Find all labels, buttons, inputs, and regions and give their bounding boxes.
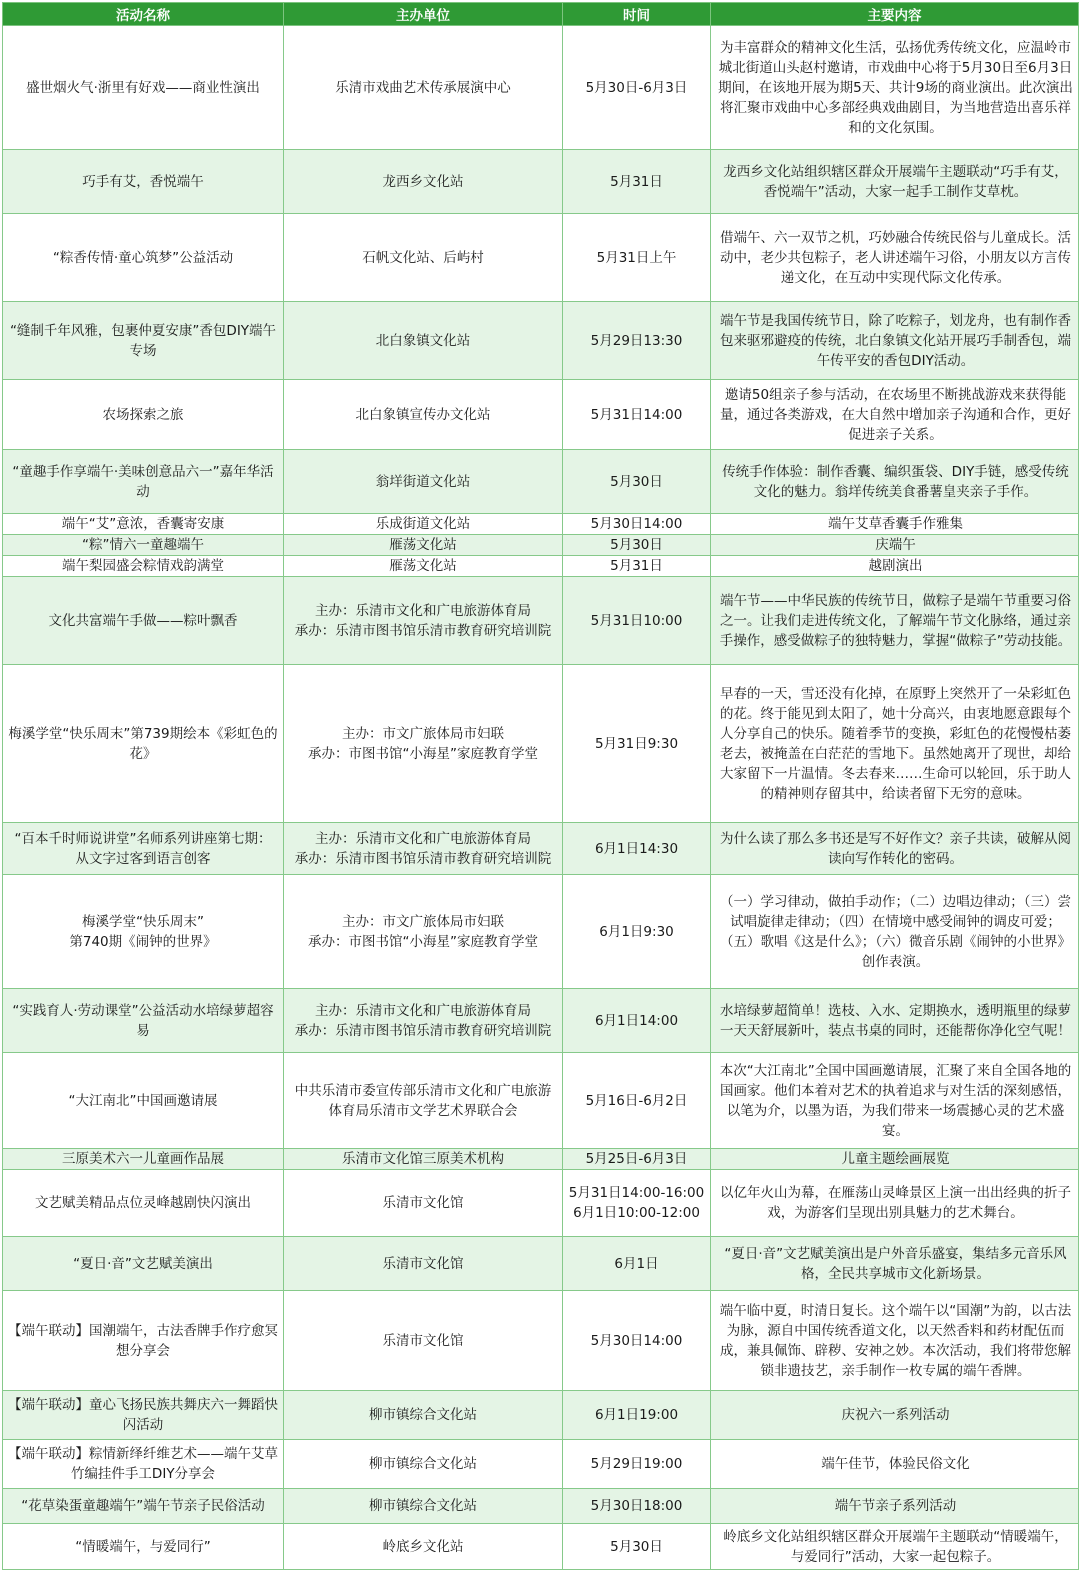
- cell-host: 主办：乐清市文化和广电旅游体育局 承办：乐清市图书馆乐清市教育研究培训院: [284, 577, 563, 665]
- header-row: [3, 3, 1079, 26]
- cell-host: 柳市镇综合文化站: [284, 1391, 563, 1440]
- cell-time: 5月31日: [563, 150, 711, 214]
- cell-host: 乐清市文化馆: [284, 1170, 563, 1237]
- cell-host: 主办：乐清市文化和广电旅游体育局 承办：乐清市图书馆乐清市教育研究培训院: [284, 989, 563, 1053]
- cell-time: 5月31日14:00-16:00 6月1日10:00-12:00: [563, 1170, 711, 1237]
- table-row: [3, 450, 1079, 514]
- cell-host: 主办：乐清市文化和广电旅游体育局 承办：乐清市图书馆乐清市教育研究培训院: [284, 823, 563, 875]
- cell-time: 5月30日18:00: [563, 1489, 711, 1524]
- cell-activity-name: “百本千时师说讲堂”名师系列讲座第七期：从文字过客到语言创客: [3, 823, 284, 875]
- cell-content: 为丰富群众的精神文化生活，弘扬优秀传统文化，应温岭市城北街道山头赵村邀请，市戏曲中心将于5月30日至6月3日期间，在该地开展为期5天、共计9场的商业演出。此次演出将汇聚市戏曲中心多部经典戏曲剧目，为当地营造出喜乐祥和的文化氛围。: [711, 26, 1079, 150]
- table-row: [3, 577, 1079, 665]
- cell-host: 岭底乡文化站: [284, 1524, 563, 1570]
- table-row: [3, 26, 1079, 150]
- cell-activity-name: 【端午联动】粽情新绎纤维艺术——端午艾草竹编挂件手工DIY分享会: [3, 1440, 284, 1489]
- cell-host: 雁荡文化站: [284, 556, 563, 577]
- cell-host: 翁垟街道文化站: [284, 450, 563, 514]
- cell-host: 柳市镇综合文化站: [284, 1489, 563, 1524]
- cell-content: 早春的一天，雪还没有化掉，在原野上突然开了一朵彩虹色的花。终于能见到太阳了，她十分高兴，由衷地愿意跟每个人分享自己的快乐。随着季节的变换，彩虹色的花慢慢枯萎老去，被掩盖在白茫茫的雪地下。虽然她离开了现世，却给大家留下一片温情。冬去春来……生命可以轮回，乐于助人的精神则存留其中，给读者留下无穷的意味。: [711, 665, 1079, 823]
- cell-activity-name: 【端午联动】国潮端午，古法香牌手作疗愈冥想分享会: [3, 1291, 284, 1391]
- cell-time: 6月1日: [563, 1237, 711, 1291]
- cell-activity-name: “花草染蛋童趣端午”端午节亲子民俗活动: [3, 1489, 284, 1524]
- table-row: [3, 875, 1079, 989]
- cell-content: 儿童主题绘画展览: [711, 1149, 1079, 1170]
- cell-host: 北白象镇文化站: [284, 302, 563, 380]
- cell-activity-name: 梅溪学堂“快乐周末” 第740期《闹钟的世界》: [3, 875, 284, 989]
- cell-time: 6月1日14:30: [563, 823, 711, 875]
- cell-host: 主办：市文广旅体局市妇联 承办：市图书馆“小海星”家庭教育学堂: [284, 665, 563, 823]
- cell-host: 乐清市文化馆: [284, 1291, 563, 1391]
- cell-time: 6月1日14:00: [563, 989, 711, 1053]
- cell-content: 借端午、六一双节之机，巧妙融合传统民俗与儿童成长。活动中，老少共包粽子，老人讲述端午习俗，小朋友以方言传递文化，在互动中实现代际文化传承。: [711, 214, 1079, 302]
- cell-host: 北白象镇宣传办文化站: [284, 380, 563, 450]
- cell-content: 越剧演出: [711, 556, 1079, 577]
- cell-time: 5月30日: [563, 450, 711, 514]
- cell-time: 6月1日9:30: [563, 875, 711, 989]
- cell-activity-name: 端午“艾”意浓，香囊寄安康: [3, 514, 284, 535]
- cell-activity-name: 巧手有艾，香悦端午: [3, 150, 284, 214]
- cell-content: 端午艾草香囊手作雅集: [711, 514, 1079, 535]
- table-row: [3, 1291, 1079, 1391]
- cell-activity-name: 文艺赋美精品点位灵峰越剧快闪演出: [3, 1170, 284, 1237]
- cell-host: 乐清市文化馆三原美术机构: [284, 1149, 563, 1170]
- table-row: [3, 514, 1079, 535]
- table-row: [3, 214, 1079, 302]
- cell-time: 5月30日-6月3日: [563, 26, 711, 150]
- table-row: [3, 302, 1079, 380]
- cell-time: 5月31日: [563, 556, 711, 577]
- cell-activity-name: “情暖端午，与爱同行”: [3, 1524, 284, 1570]
- cell-time: 5月16日-6月2日: [563, 1053, 711, 1149]
- cell-host: 乐清市戏曲艺术传承展演中心: [284, 26, 563, 150]
- table-row: [3, 380, 1079, 450]
- cell-content: 传统手作体验：制作香囊、编织蛋袋、DIY手链，感受传统文化的魅力。翁垟传统美食番薯皇夹亲子手作。: [711, 450, 1079, 514]
- table-row: [3, 1149, 1079, 1170]
- cell-content: 端午节是我国传统节日，除了吃粽子，划龙舟，也有制作香包来驱邪避疫的传统，北白象镇文化站开展巧手制香包，端午传平安的香包DIY活动。: [711, 302, 1079, 380]
- cell-time: 5月31日10:00: [563, 577, 711, 665]
- cell-content: 水培绿萝超简单！选枝、入水、定期换水，透明瓶里的绿萝一天天舒展新叶，装点书桌的同时，还能帮你净化空气呢！: [711, 989, 1079, 1053]
- cell-time: 5月31日上午: [563, 214, 711, 302]
- cell-content: 岭底乡文化站组织辖区群众开展端午主题联动“情暖端午，与爱同行”活动，大家一起包粽子。: [711, 1524, 1079, 1570]
- cell-content: 庆端午: [711, 535, 1079, 556]
- cell-host: 龙西乡文化站: [284, 150, 563, 214]
- cell-activity-name: “实践育人·劳动课堂”公益活动水培绿萝超容易: [3, 989, 284, 1053]
- cell-activity-name: “童趣手作享端午·美味创意品六一”嘉年华活动: [3, 450, 284, 514]
- cell-content: 本次“大江南北”全国中国画邀请展，汇聚了来自全国各地的国画家。他们本着对艺术的执着追求与对生活的深刻感悟，以笔为介，以墨为语，为我们带来一场震撼心灵的艺术盛宴。: [711, 1053, 1079, 1149]
- table-row: [3, 1524, 1079, 1570]
- table-row: [3, 1440, 1079, 1489]
- cell-content: （一）学习律动，做拍手动作；（二）边唱边律动；（三）尝试唱旋律走律动；（四）在情境中感受闹钟的调皮可爱；（五）歌唱《这是什么》；（六）微音乐剧《闹钟的小世界》创作表演。: [711, 875, 1079, 989]
- cell-activity-name: 端午梨园盛会粽情戏韵满堂: [3, 556, 284, 577]
- cell-time: 5月31日14:00: [563, 380, 711, 450]
- cell-activity-name: 文化共富端午手做——粽叶飘香: [3, 577, 284, 665]
- cell-activity-name: 梅溪学堂“快乐周末”第739期绘本《彩虹色的花》: [3, 665, 284, 823]
- cell-activity-name: 三原美术六一儿童画作品展: [3, 1149, 284, 1170]
- cell-activity-name: 农场探索之旅: [3, 380, 284, 450]
- table-row: [3, 823, 1079, 875]
- cell-content: 端午节——中华民族的传统节日，做粽子是端午节重要习俗之一。让我们走进传统文化，了解端午节文化脉络，通过亲手操作，感受做粽子的独特魅力，掌握“做粽子”劳动技能。: [711, 577, 1079, 665]
- cell-activity-name: “缝制千年风雅，包裹仲夏安康”香包DIY端午专场: [3, 302, 284, 380]
- cell-activity-name: 【端午联动】童心飞扬民族共舞庆六一舞蹈快闪活动: [3, 1391, 284, 1440]
- table-row: [3, 1237, 1079, 1291]
- cell-time: 5月30日14:00: [563, 514, 711, 535]
- header-host-organization: 主办单位: [284, 3, 563, 26]
- cell-content: 庆祝六一系列活动: [711, 1391, 1079, 1440]
- cell-host: 乐成街道文化站: [284, 514, 563, 535]
- header-time: 时间: [563, 3, 711, 26]
- table-row: [3, 1170, 1079, 1237]
- cell-host: 石帆文化站、后屿村: [284, 214, 563, 302]
- table-body: [3, 26, 1079, 1570]
- cell-activity-name: 盛世烟火气·浙里有好戏——商业性演出: [3, 26, 284, 150]
- cell-activity-name: “夏日·音”文艺赋美演出: [3, 1237, 284, 1291]
- cell-content: 龙西乡文化站组织辖区群众开展端午主题联动“巧手有艾，香悦端午”活动，大家一起手工制作艾草枕。: [711, 150, 1079, 214]
- cell-time: 5月31日9:30: [563, 665, 711, 823]
- cell-time: 5月30日14:00: [563, 1291, 711, 1391]
- cell-time: 5月30日: [563, 535, 711, 556]
- cell-time: 5月30日: [563, 1524, 711, 1570]
- cell-activity-name: “粽”情六一童趣端午: [3, 535, 284, 556]
- cell-time: 5月29日19:00: [563, 1440, 711, 1489]
- cell-content: 端午佳节，体验民俗文化: [711, 1440, 1079, 1489]
- cell-host: 乐清市文化馆: [284, 1237, 563, 1291]
- table-row: [3, 1391, 1079, 1440]
- cell-time: 5月25日-6月3日: [563, 1149, 711, 1170]
- cell-content: 为什么读了那么多书还是写不好作文？亲子共读，破解从阅读向写作转化的密码。: [711, 823, 1079, 875]
- cell-content: “夏日·音”文艺赋美演出是户外音乐盛宴，集结多元音乐风格，全民共享城市文化新场景。: [711, 1237, 1079, 1291]
- cell-content: 端午临中夏，时清日复长。这个端午以“国潮”为韵，以古法为脉，源自中国传统香道文化，以天然香料和药材配伍而成，兼具佩饰、辟秽、安神之妙。本次活动，我们将带您解锁非遗技艺，亲手制作一枚专属的端午香牌。: [711, 1291, 1079, 1391]
- table-row: [3, 556, 1079, 577]
- table-row: [3, 1489, 1079, 1524]
- table-row: [3, 1053, 1079, 1149]
- table-row: [3, 150, 1079, 214]
- cell-content: 端午节亲子系列活动: [711, 1489, 1079, 1524]
- cell-host: 中共乐清市委宣传部乐清市文化和广电旅游体育局乐清市文学艺术界联合会: [284, 1053, 563, 1149]
- table-row: [3, 989, 1079, 1053]
- cell-host: 主办：市文广旅体局市妇联 承办：市图书馆“小海星”家庭教育学堂: [284, 875, 563, 989]
- cell-content: 以亿年火山为幕，在雁荡山灵峰景区上演一出出经典的折子戏，为游客们呈现出别具魅力的艺术舞台。: [711, 1170, 1079, 1237]
- cell-host: 柳市镇综合文化站: [284, 1440, 563, 1489]
- cell-activity-name: “粽香传情·童心筑梦”公益活动: [3, 214, 284, 302]
- events-table: [2, 2, 1079, 1570]
- cell-content: 邀请50组亲子参与活动，在农场里不断挑战游戏来获得能量，通过各类游戏，在大自然中增加亲子沟通和合作，更好促进亲子关系。: [711, 380, 1079, 450]
- table-row: [3, 665, 1079, 823]
- cell-activity-name: “大江南北”中国画邀请展: [3, 1053, 284, 1149]
- cell-time: 6月1日19:00: [563, 1391, 711, 1440]
- cell-host: 雁荡文化站: [284, 535, 563, 556]
- cell-time: 5月29日13:30: [563, 302, 711, 380]
- header-activity-name: 活动名称: [3, 3, 284, 26]
- table-row: [3, 535, 1079, 556]
- header-main-content: 主要内容: [711, 3, 1079, 26]
